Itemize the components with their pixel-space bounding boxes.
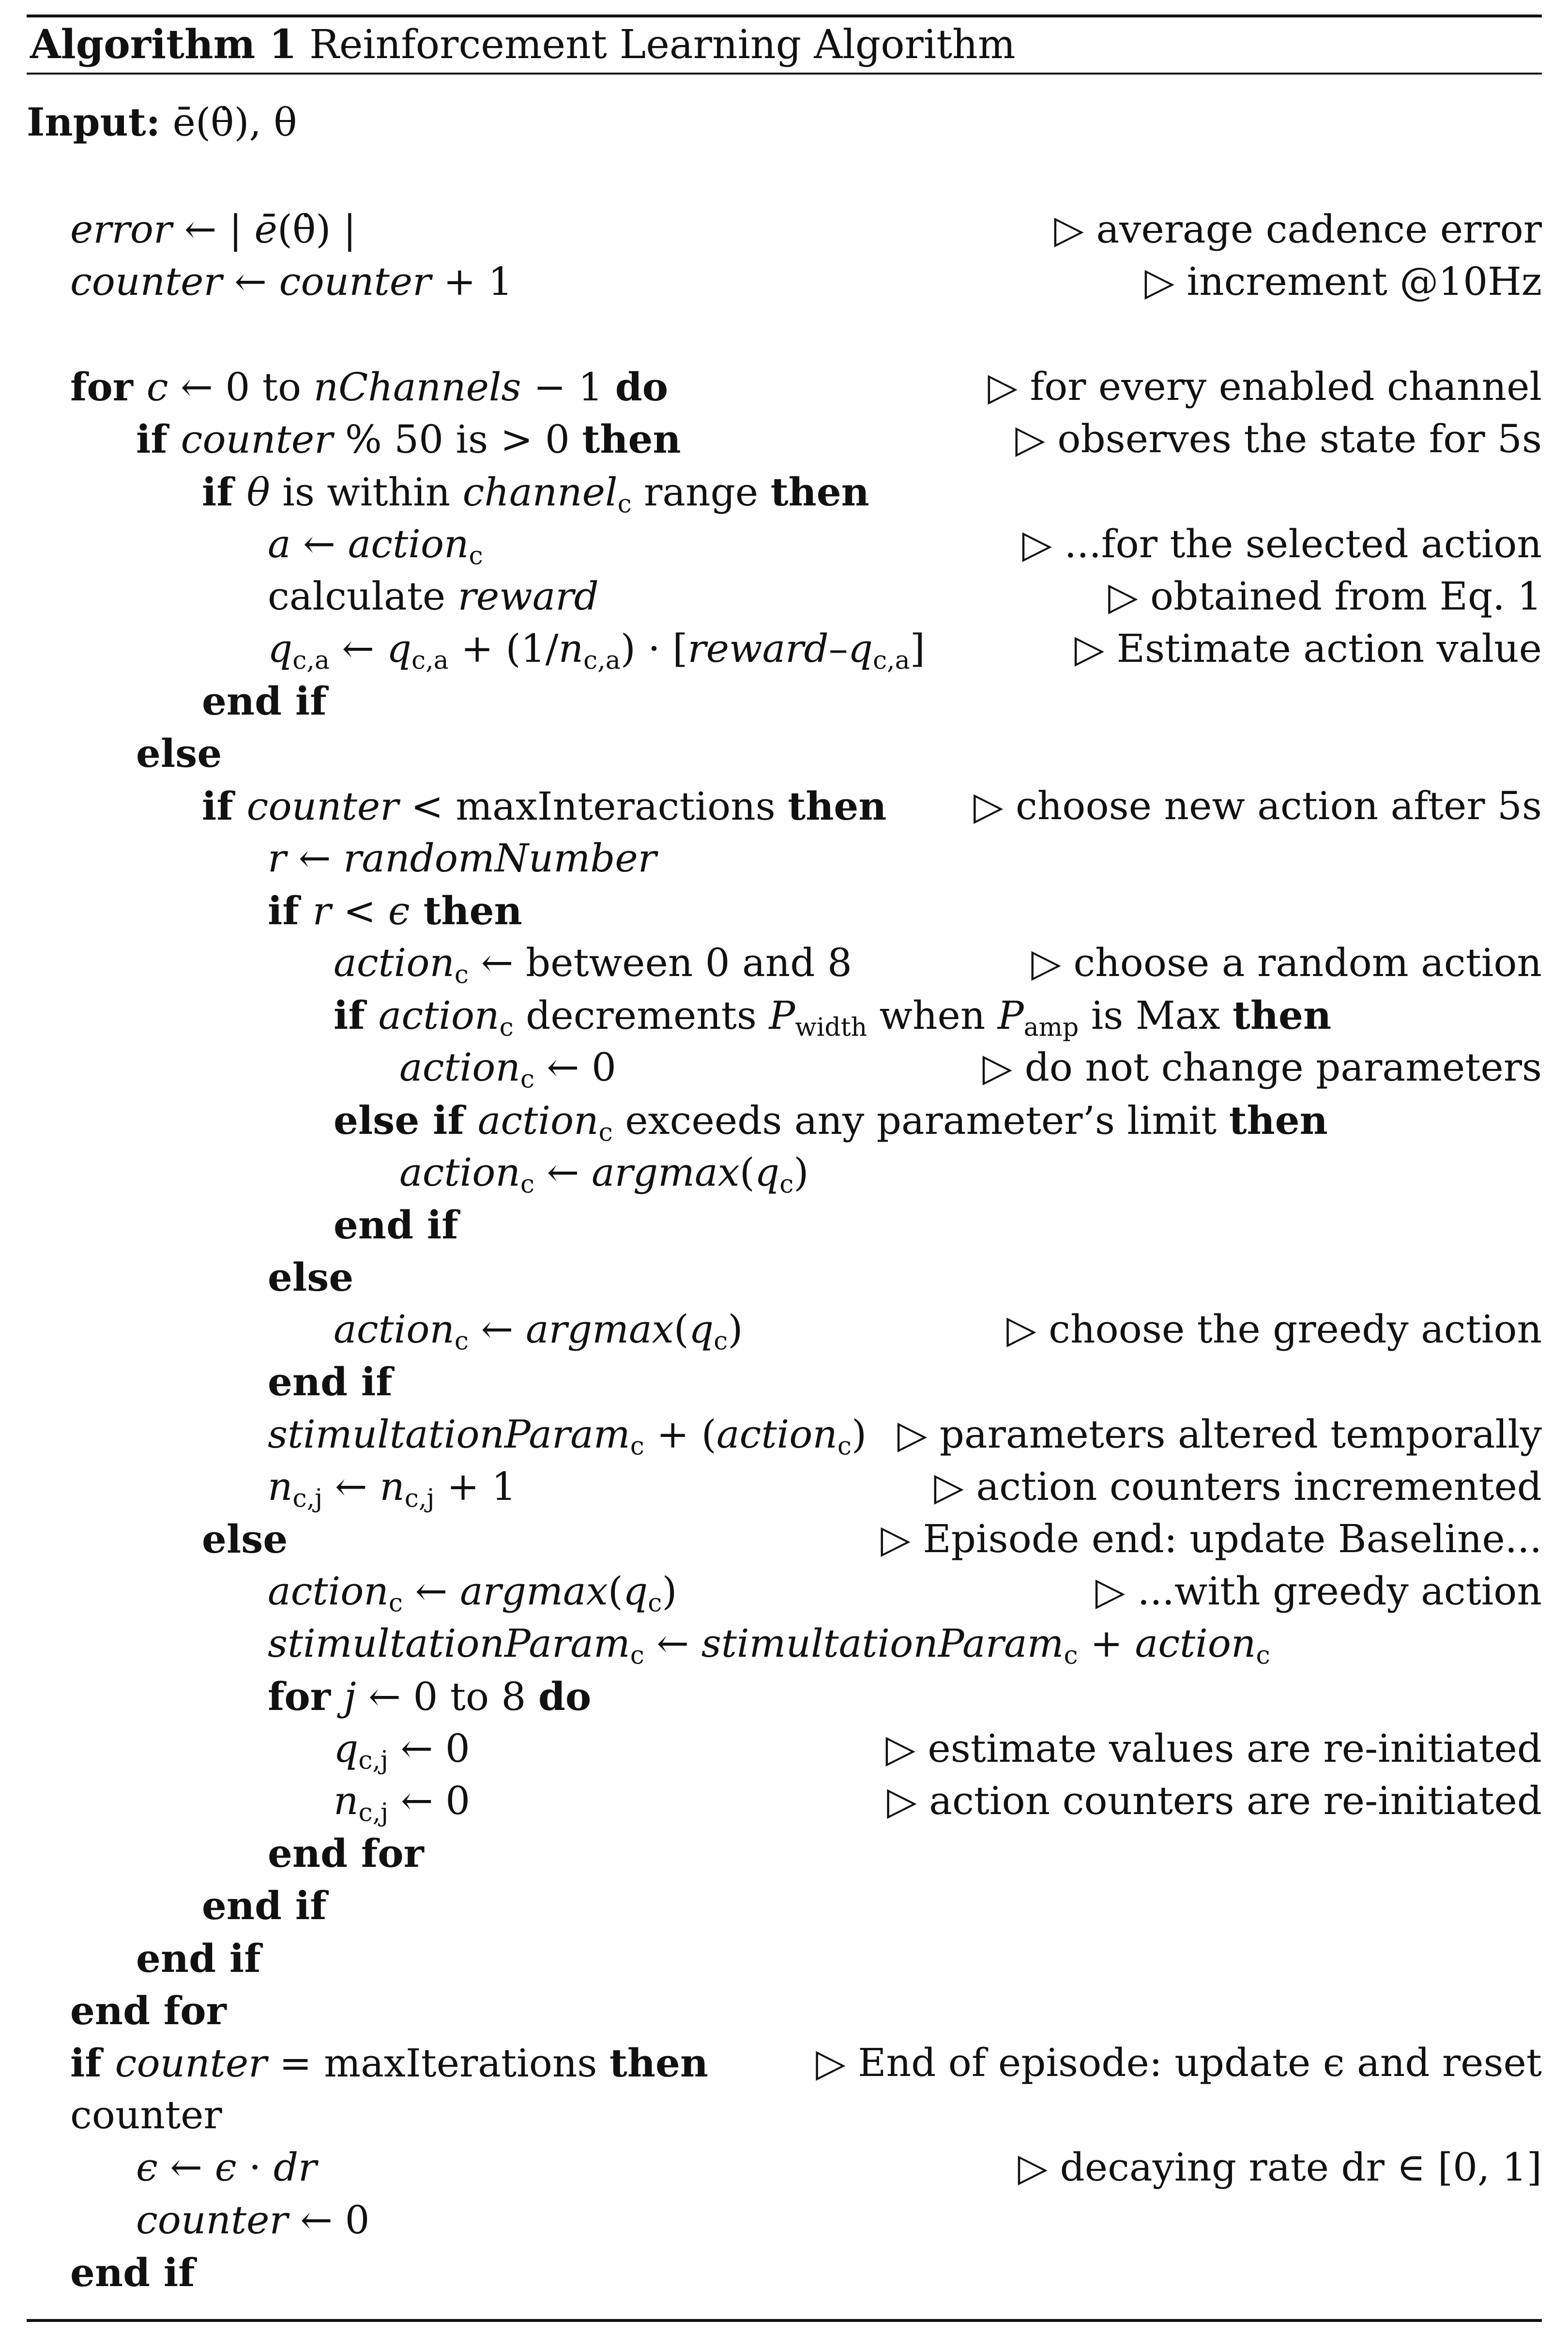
code-token: c,a [411, 646, 449, 675]
code-token: c [837, 1432, 852, 1461]
algorithm-line [0, 1408, 1568, 1461]
algorithm-line [0, 937, 1568, 989]
input-value: ē(θ̇), θ [172, 100, 297, 145]
algorithm-line [0, 256, 1568, 308]
code-token: do [615, 364, 669, 410]
code-token: ← [644, 1621, 701, 1666]
code-token: action [716, 1412, 837, 1457]
line-comment: ▷ average cadence error [1054, 207, 1542, 252]
line-code [70, 2246, 195, 2299]
code-token: c,j [358, 1746, 388, 1775]
code-token: ← 0 [388, 1778, 471, 1823]
line-comment: ▷ End of episode: update ϵ and reset [816, 2040, 1542, 2085]
line-code [334, 1094, 1328, 1147]
input-line [0, 96, 1568, 148]
code-token: for [70, 364, 147, 410]
code-token: ← [290, 521, 348, 566]
code-token: ) [852, 1412, 867, 1457]
line-code [268, 885, 522, 937]
line-code [268, 1827, 424, 1880]
code-token: n [334, 1778, 359, 1823]
code-token: action [378, 993, 500, 1038]
algorithm-line [0, 1461, 1568, 1513]
algorithm-line [0, 832, 1568, 885]
code-token: decrements [513, 993, 769, 1038]
code-token: end if [202, 678, 327, 724]
code-token: reward [457, 574, 599, 619]
code-token: c [454, 960, 469, 990]
code-token: ) [793, 1150, 809, 1195]
top-rule [27, 15, 1542, 17]
algorithm-label: Algorithm 1 [30, 21, 297, 68]
code-token: error [70, 207, 172, 252]
code-token: action [334, 1307, 455, 1352]
code-token: ϵ [136, 2145, 158, 2190]
code-token: action [334, 940, 455, 985]
code-token: width [795, 1013, 868, 1042]
line-code [202, 1513, 288, 1566]
code-token: ← [286, 836, 344, 881]
code-token: · [236, 2145, 274, 2190]
code-token: − 1 [521, 365, 615, 410]
line-code [70, 2037, 708, 2090]
code-token: randomNumber [343, 836, 657, 881]
code-token: c [520, 1065, 535, 1094]
code-token: else [268, 1254, 354, 1300]
algorithm-line [0, 727, 1568, 779]
algorithm-line [0, 1513, 1568, 1565]
code-token: c [1256, 1641, 1270, 1670]
code-token: θ [246, 470, 270, 515]
line-comment: ▷ parameters altered temporally [897, 1412, 1542, 1457]
line-code [268, 832, 656, 885]
line-comment: ▷ estimate values are re-initiated [885, 1726, 1542, 1771]
code-token: then [1229, 1098, 1328, 1143]
line-code [268, 1565, 677, 1618]
code-token: c [779, 1170, 794, 1199]
code-token: channel [462, 470, 618, 515]
code-token: counter [246, 784, 399, 829]
line-code [136, 727, 222, 780]
algorithm-line [0, 2194, 1568, 2246]
code-token: if [268, 888, 313, 933]
code-token: end if [334, 1202, 458, 1248]
code-token: counter [181, 417, 333, 462]
algorithm-line [0, 1146, 1568, 1199]
code-token: c [648, 1588, 662, 1618]
code-token: + (1/ [448, 626, 559, 671]
code-token: c [499, 1013, 514, 1042]
code-token: nChannels [313, 365, 521, 410]
line-code [268, 1251, 353, 1304]
code-token: q [386, 626, 411, 671]
code-token: action [268, 1569, 389, 1614]
code-token: ← [469, 1307, 526, 1352]
code-token: argmax [591, 1150, 740, 1195]
algorithm-line [0, 1670, 1568, 1723]
algorithm-line [0, 1984, 1568, 2037]
algorithm-line [0, 623, 1568, 675]
code-token: < maxInteractions [398, 784, 788, 829]
algorithm-line [0, 1723, 1568, 1775]
algorithm-line [0, 1827, 1568, 1879]
algorithm-line [0, 989, 1568, 1041]
code-token: stimultationParam [268, 1412, 630, 1457]
line-code [334, 1723, 470, 1775]
algorithm-line [0, 1303, 1568, 1356]
code-token: is within [270, 470, 463, 515]
algorithm-caption [30, 20, 1016, 69]
code-token: argmax [459, 1569, 608, 1614]
line-code [268, 570, 599, 623]
code-token: action [399, 1045, 520, 1090]
line-code [268, 1408, 867, 1461]
code-token: then [410, 888, 522, 933]
code-token: c [469, 541, 483, 571]
code-token: c [714, 1327, 728, 1356]
algorithm-line [0, 1094, 1568, 1146]
code-token: ] [910, 626, 925, 671]
code-token: counter [279, 259, 431, 304]
algorithm-line [0, 570, 1568, 623]
code-token: ( [673, 1307, 689, 1352]
code-token: reward [687, 626, 829, 671]
code-token: q [754, 1150, 780, 1195]
algorithm-line [0, 1199, 1568, 1251]
code-token: counter [70, 259, 222, 304]
algorithm-line [0, 518, 1568, 570]
line-code [268, 1618, 1270, 1670]
algorithm-line [0, 780, 1568, 832]
algorithm-line [0, 203, 1568, 256]
line-code [399, 1041, 616, 1094]
code-token: else [202, 1516, 288, 1562]
line-comment: ▷ do not change parameters [982, 1045, 1542, 1090]
input-keyword: Input: [27, 99, 161, 145]
code-token: ← 0 [288, 2198, 370, 2243]
code-token: else if [334, 1098, 478, 1143]
bottom-rule [27, 2319, 1542, 2322]
line-code [136, 1932, 261, 1985]
code-token: + 1 [431, 259, 513, 304]
caption-rule [27, 73, 1542, 75]
code-token: exceeds any parameter’s limit [612, 1098, 1229, 1143]
code-token: ← [222, 259, 279, 304]
code-token: n [380, 1464, 405, 1509]
line-code [334, 1199, 458, 1251]
line-code [202, 1879, 327, 1932]
code-token: if [70, 2040, 115, 2086]
algorithm-line [0, 1618, 1568, 1670]
code-token: ← [329, 626, 387, 671]
code-token: ( [739, 1150, 755, 1195]
code-token: action [477, 1098, 599, 1143]
code-token: end if [136, 1936, 261, 1981]
code-token: then [788, 783, 887, 829]
code-token: then [609, 2040, 709, 2086]
code-token: stimultationParam [701, 1621, 1064, 1666]
code-token: do [538, 1674, 592, 1719]
line-code [399, 1146, 809, 1199]
code-token: action [1135, 1621, 1256, 1666]
code-token: ( [608, 1569, 623, 1614]
code-token: c [630, 1432, 644, 1461]
code-token: action [399, 1150, 520, 1195]
code-token: c [617, 489, 632, 519]
line-code [136, 413, 681, 466]
line-comment: ▷ ...for the selected action [1022, 521, 1542, 566]
code-token: r [268, 836, 287, 881]
code-token: c [146, 365, 168, 410]
code-token: then [770, 469, 869, 515]
line-code [202, 675, 327, 728]
line-comment: ▷ observes the state for 5s [1015, 416, 1542, 461]
code-token: counter [136, 2198, 288, 2243]
code-token: + 1 [434, 1464, 517, 1509]
line-comment: ▷ obtained from Eq. 1 [1108, 574, 1542, 619]
code-token: counter [115, 2041, 267, 2086]
code-token: % 50 is > 0 [333, 417, 582, 462]
line-comment: ▷ Estimate action value [1074, 626, 1542, 671]
code-token: q [848, 626, 873, 671]
code-token: ϵ [214, 2145, 237, 2190]
code-token: ) [662, 1569, 677, 1614]
algorithm-line [0, 1356, 1568, 1408]
code-token: c,j [292, 1484, 323, 1513]
algorithm-line [0, 1041, 1568, 1094]
line-code [268, 1356, 393, 1408]
line-code [202, 466, 869, 519]
line-code [70, 203, 356, 256]
line-comment: ▷ choose new action after 5s [974, 783, 1542, 828]
code-token: end if [70, 2250, 195, 2295]
code-token: c [520, 1170, 535, 1199]
line-comment: ▷ decaying rate dr ∈ [0, 1] [1018, 2145, 1542, 2190]
code-token: dr [273, 2145, 317, 2190]
code-token: c [630, 1641, 644, 1670]
code-token: range [631, 470, 771, 515]
code-token: c,a [872, 646, 910, 675]
code-token: (θ̇) | [277, 207, 356, 252]
code-token: c,j [358, 1798, 389, 1828]
line-code [70, 361, 668, 413]
code-token: ) · [ [620, 626, 688, 671]
line-comment: ▷ ...with greedy action [1095, 1569, 1542, 1614]
code-token: end for [268, 1831, 424, 1876]
algorithm-line [0, 1879, 1568, 1932]
code-token: ) [728, 1307, 743, 1352]
line-comment: ▷ increment @10Hz [1144, 259, 1542, 304]
code-token: if [334, 992, 379, 1038]
code-token: then [582, 416, 681, 462]
code-token: q [688, 1307, 714, 1352]
code-token: end if [202, 1883, 327, 1928]
code-token: when [867, 993, 998, 1038]
code-token: + [1078, 1621, 1135, 1666]
line-comment: ▷ choose the greedy action [1006, 1307, 1542, 1352]
line-comment: ▷ choose a random action [1031, 940, 1542, 985]
code-token: if [202, 783, 247, 829]
algorithm-line [0, 2246, 1568, 2299]
line-code [268, 1670, 591, 1723]
algorithm-line [0, 2037, 1568, 2089]
code-token: action [348, 521, 469, 566]
line-code [70, 2089, 222, 2141]
code-token: stimultationParam [268, 1621, 630, 1666]
code-token: c,a [292, 646, 330, 675]
code-token: end if [268, 1359, 393, 1404]
line-code [268, 1461, 516, 1513]
code-token: argmax [525, 1307, 674, 1352]
line-code [334, 1775, 470, 1827]
code-token: – [828, 626, 848, 671]
code-token: ← 0 [534, 1045, 616, 1090]
line-code [268, 518, 483, 570]
algorithm-line [0, 2141, 1568, 2194]
algorithm-line [0, 1775, 1568, 1827]
line-comment: ▷ action counters incremented [934, 1464, 1542, 1509]
code-token: counter [70, 2092, 222, 2137]
code-token: for [268, 1674, 344, 1719]
code-token: < [331, 888, 388, 933]
code-token: ← [403, 1569, 460, 1614]
code-token: ← 0 to 8 [356, 1674, 538, 1719]
code-token: q [268, 626, 293, 671]
algorithm-line [0, 466, 1568, 518]
code-token: P [769, 993, 795, 1038]
code-token: j [344, 1674, 356, 1719]
algorithm-line [0, 1932, 1568, 1984]
code-token: ← between 0 and 8 [469, 940, 852, 985]
code-token: is Max [1079, 993, 1233, 1038]
code-token: n [268, 1464, 293, 1509]
code-token: ← 0 [388, 1726, 470, 1771]
code-token: q [623, 1569, 648, 1614]
code-token: ← [534, 1150, 592, 1195]
algorithm-line [0, 1251, 1568, 1303]
line-code [70, 1984, 227, 2037]
code-token: end for [70, 1988, 227, 2033]
code-token: ← [322, 1464, 380, 1509]
code-token: calculate [268, 574, 458, 619]
algorithm-line [0, 675, 1568, 727]
code-token: = maxIterations [267, 2041, 609, 2086]
line-code [202, 780, 886, 833]
algorithm-line [0, 361, 1568, 413]
code-token: then [1232, 992, 1332, 1038]
line-comment: ▷ action counters are re-initiated [887, 1778, 1542, 1823]
algorithm-line [0, 413, 1568, 465]
code-token: c [454, 1327, 469, 1356]
code-token: ē [254, 207, 277, 252]
line-code [334, 937, 852, 989]
code-token: q [334, 1726, 359, 1771]
algorithm-line [0, 1565, 1568, 1618]
code-token: if [202, 469, 247, 515]
code-token: c [1064, 1641, 1078, 1670]
code-token: else [136, 731, 222, 776]
code-token: ← [157, 2145, 215, 2190]
code-token: ϵ [388, 888, 410, 933]
code-token: P [997, 993, 1024, 1038]
line-comment: ▷ for every enabled channel [988, 364, 1542, 409]
code-token: a [268, 521, 291, 566]
code-token: c,a [583, 646, 621, 675]
algorithm-line [0, 885, 1568, 937]
line-code [136, 2141, 317, 2194]
code-token: r [312, 888, 331, 933]
line-code [136, 2194, 370, 2246]
code-token: c [388, 1588, 403, 1618]
line-code [70, 256, 513, 308]
code-token: n [558, 626, 584, 671]
code-token: ← 0 to [168, 365, 314, 410]
code-token: + ( [644, 1412, 716, 1457]
line-code [334, 1303, 743, 1356]
code-token: amp [1023, 1013, 1079, 1042]
code-token: ← | [172, 207, 255, 252]
line-code [334, 989, 1331, 1042]
algorithm-title: Reinforcement Learning Algorithm [309, 22, 1016, 68]
code-token: c,j [404, 1484, 435, 1513]
line-code [268, 623, 925, 675]
line-comment: ▷ Episode end: update Baseline... [881, 1516, 1542, 1561]
code-token: c [598, 1118, 613, 1147]
code-token: if [136, 416, 181, 462]
algorithm-line [0, 2089, 1568, 2141]
